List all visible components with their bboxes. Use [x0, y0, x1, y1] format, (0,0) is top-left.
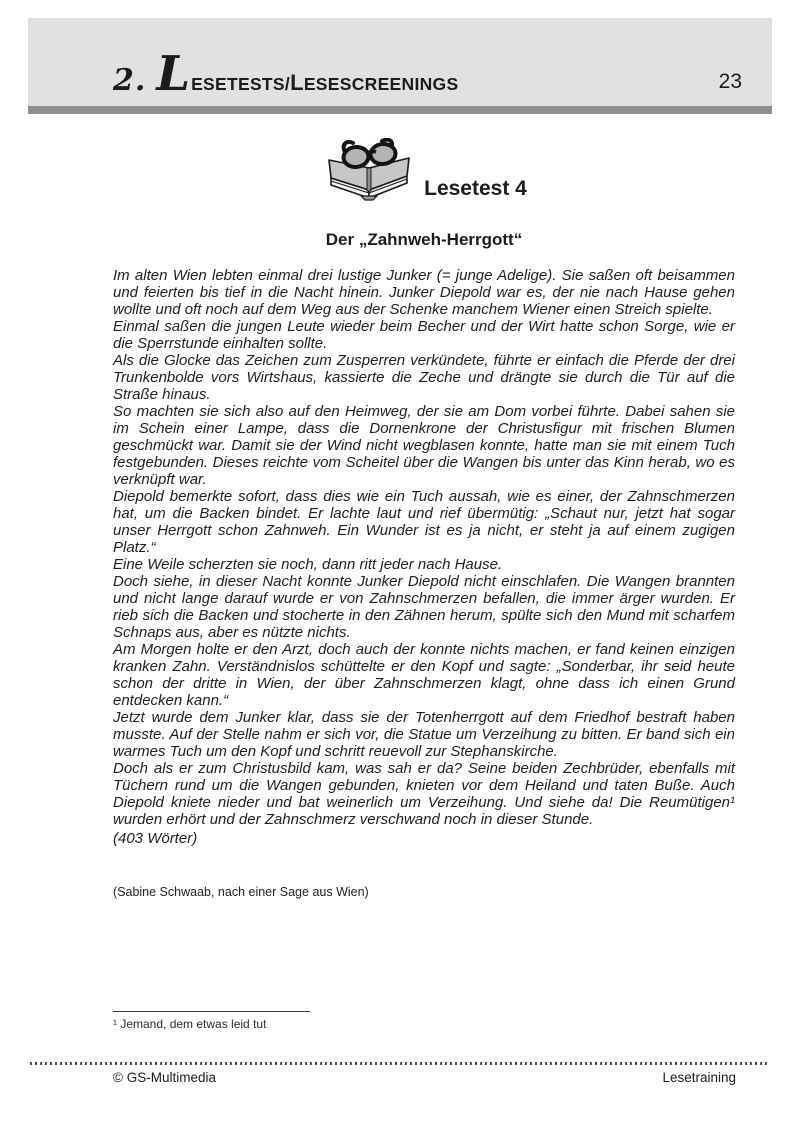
- footer-copyright: © GS-Multimedia: [113, 1070, 216, 1085]
- story-paragraph: Doch als er zum Christusbild kam, was sah er da? Seine beiden Zechbrüder, ebenfalls mit Tüchern rund um die Wangen gebunden, knieten vor dem Heiland und taten Buße. Auch Diepold kniete nieder und bat weinerlich um Verzeihung. Und siehe da! Die Reumütigen¹ wurden erhört und der Zahnschmerz verschwand noch in dieser Stunde.: [113, 760, 735, 828]
- page-number: 23: [718, 70, 742, 93]
- story-paragraph: Doch siehe, in dieser Nacht konnte Junker Diepold nicht einschlafen. Die Wangen brannten und nicht lange darauf wurde er von Zahnschmerzen befallen, die immer ärger wurden. Er rieb sich die Backen und stocherte in den Zähnen herum, spülte sich den Mund mit scharfem Schnaps aus, aber es nützte nichts.: [113, 573, 735, 641]
- story-body: [113, 267, 735, 847]
- chapter-header: [28, 18, 772, 106]
- story-paragraph: Jetzt wurde dem Junker klar, dass sie der Totenherrgott auf dem Friedhof bestraft haben musste. Auf der Stelle nahm er sich vor, die Statue um Verzeihung zu bitten. Er band sich ein warmes Tuch um den Kopf und schritt reuevoll zur Stephanskirche.: [113, 709, 735, 760]
- footnote-divider: [113, 1011, 310, 1012]
- chapter-title-initial: L: [156, 46, 191, 102]
- lesson-badge: [113, 138, 735, 202]
- lesson-label: Lesetest 4: [424, 177, 527, 200]
- story-paragraph: Diepold bemerkte sofort, dass dies wie ein Tuch aussah, wie es einer, der Zahnschmerzen hat, um die Backen bindet. Er lachte laut und rief übermütig: „Schaut nur, jetzt hat sogar unser Herrgott schon Zahnweh. Ein Wunder ist es ja nicht, er steht ja auf einem zugigen Platz.“: [113, 488, 735, 556]
- chapter-number: 2.: [113, 63, 147, 98]
- story-title: Der „Zahnweh-Herrgott“: [325, 230, 523, 249]
- footer-dotted-rule: [30, 1062, 770, 1065]
- story-paragraph: Als die Glocke das Zeichen zum Zusperren verkündete, führte er einfach die Pferde der drei Trunkenbolde vors Wirtshaus, kassierte die Zeche und drängte sie durch die Tür auf die Straße hinaus.: [113, 352, 735, 403]
- chapter-title-caps-1: ESETESTS/: [191, 74, 291, 94]
- chapter-title-initial-2: L: [290, 70, 304, 95]
- footer-series-title: Lesetraining: [662, 1070, 736, 1085]
- chapter-title: [113, 46, 459, 102]
- source-attribution: (Sabine Schwaab, nach einer Sage aus Wien): [113, 885, 369, 899]
- story-paragraph: Eine Weile scherzten sie noch, dann ritt jeder nach Hause.: [113, 556, 503, 573]
- footnote-text: ¹ Jemand, dem etwas leid tut: [113, 1017, 267, 1031]
- glasses-on-book-icon: [321, 138, 417, 202]
- story-paragraph: Am Morgen holte er den Arzt, doch auch der konnte nichts machen, er fand keinen einzigen kranken Zahn. Verständnislos schüttelte er den Kopf und sagte: „Sonderbar, ihr seid heute schon der dritte in Wien, der über Zahnschmerzen klagt, ohne dass ich einen Grund entdecken kann.“: [113, 641, 735, 709]
- story-paragraph: So machten sie sich also auf den Heimweg, der sie am Dom vorbei führte. Dabei sahen sie im Schein einer Lampe, dass die Dornenkrone der Christusfigur mit frischen Blumen geschmückt war. Damit sie der Wind nicht wegblasen konnte, hatte man sie mit einem Tuch festgebunden. Dieses reichte vom Scheitel über die Wangen bis unter das Kinn herab, wo es verknüpft war.: [113, 403, 735, 488]
- story-paragraph: Im alten Wien lebten einmal drei lustige Junker (= junge Adelige). Sie saßen oft beisammen und feierten bis tief in die Nacht hinein. Junker Diepold war es, der nie nach Hause gehen wollte und oft noch auf dem Weg aus der Schenke manchem Wiener einen Streich spielte.: [113, 267, 735, 318]
- chapter-title-caps-2: ESESCREENINGS: [303, 74, 459, 94]
- story-paragraph: Einmal saßen die jungen Leute wieder beim Becher und der Wirt hatte schon Sorge, wie er die Sperrstunde einhalten sollte.: [113, 318, 735, 352]
- page-footer: [30, 1070, 770, 1085]
- header-divider-bar: [28, 106, 772, 114]
- word-count: (403 Wörter): [113, 830, 198, 847]
